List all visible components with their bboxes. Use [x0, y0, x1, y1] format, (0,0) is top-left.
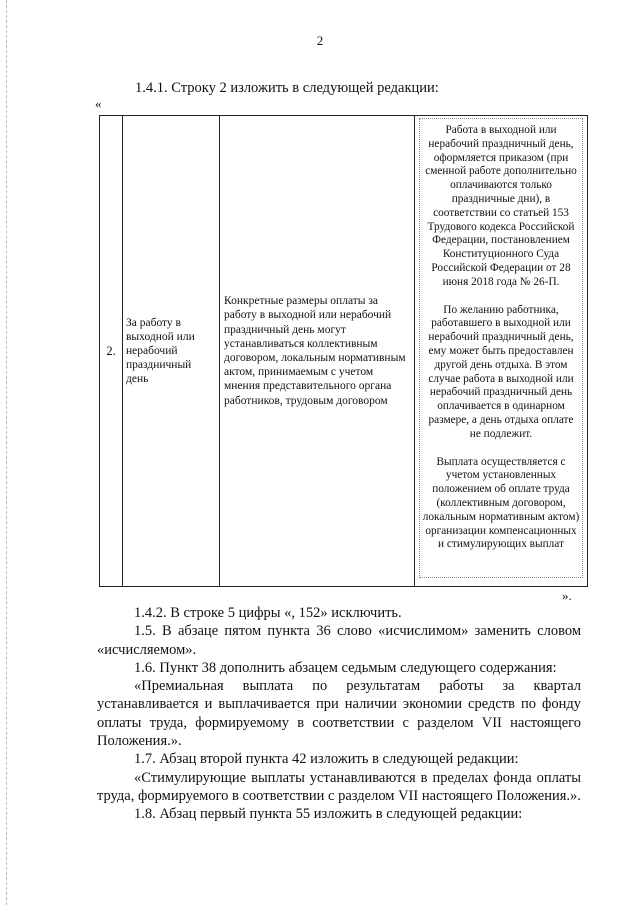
note-paragraph: Выплата осуществляется с учетом установленных положением об оплате труда (коллективным договором, локальным нормативным актом) организации компенсационных и стимулирующих выплат [422, 455, 580, 551]
page-number: 2 [316, 33, 324, 48]
closing-quote: ». [562, 588, 572, 603]
note-box [419, 118, 583, 578]
amendment-table [99, 115, 588, 587]
note-cell [415, 116, 588, 587]
scan-margin-line [6, 0, 8, 905]
section-heading: 1.4.1. Строку 2 изложить в следующей редакции: [135, 80, 439, 96]
body-text [97, 604, 581, 824]
paragraph: 1.4.2. В строке 5 цифры «, 152» исключить. [134, 605, 402, 621]
note-paragraph: По желанию работника, работавшего в выходной или нерабочий праздничный день, ему может быть предоставлен другой день отдыха. В этом случае работа в выходной или нерабочий праздничный день оплачивается в одинарном размере, а день отдыха оплате не подлежит. [428, 303, 574, 440]
payment-type-cell: За работу в выходной или нерабочий праздничный день [123, 116, 220, 587]
table-row [100, 116, 588, 587]
paragraph: 1.6. Пункт 38 дополнить абзацем седьмым следующего содержания: [134, 659, 557, 676]
paragraph: «Премиальная выплата по результатам работы за квартал устанавливается и выплачивается при наличии экономии средств по фонду оплаты труда, формируемому в соответствии с разделом VII настоящего Положения.». [97, 678, 581, 750]
paragraph: 1.8. Абзац первый пункта 55 изложить в следующей редакции: [134, 806, 523, 823]
opening-quote: « [95, 96, 102, 111]
paragraph: 1.5. В абзаце пятом пункта 36 слово «исчислимом» заменить словом «исчисляемом». [97, 623, 581, 658]
row-number: 2. [100, 116, 123, 587]
paragraph: 1.7. Абзац второй пункта 42 изложить в следующей редакции: [134, 751, 519, 768]
note-paragraph: Работа в выходной или нерабочий праздничный день, оформляется приказом (при сменной работе дополнительно оплачиваются только праздничные дни), в соответствии со статьей 153 Трудового кодекса Российской Федерации, постановлением Конституционного Суда Российской Федерации от 28 июня 2018 года № 26-П. [425, 124, 577, 288]
paragraph: «Стимулирующие выплаты устанавливаются в пределах фонда оплаты труда, формируемого в соответствии с разделом VII настоящего Положения.». [97, 769, 581, 804]
payment-size-cell: Конкретные размеры оплаты за работу в выходной или нерабочий праздничный день могут устанавливаться коллективным договором, локальным нормативным актом, принимаемым с учетом мнения представительного органа работников, трудовым договором [220, 116, 415, 587]
